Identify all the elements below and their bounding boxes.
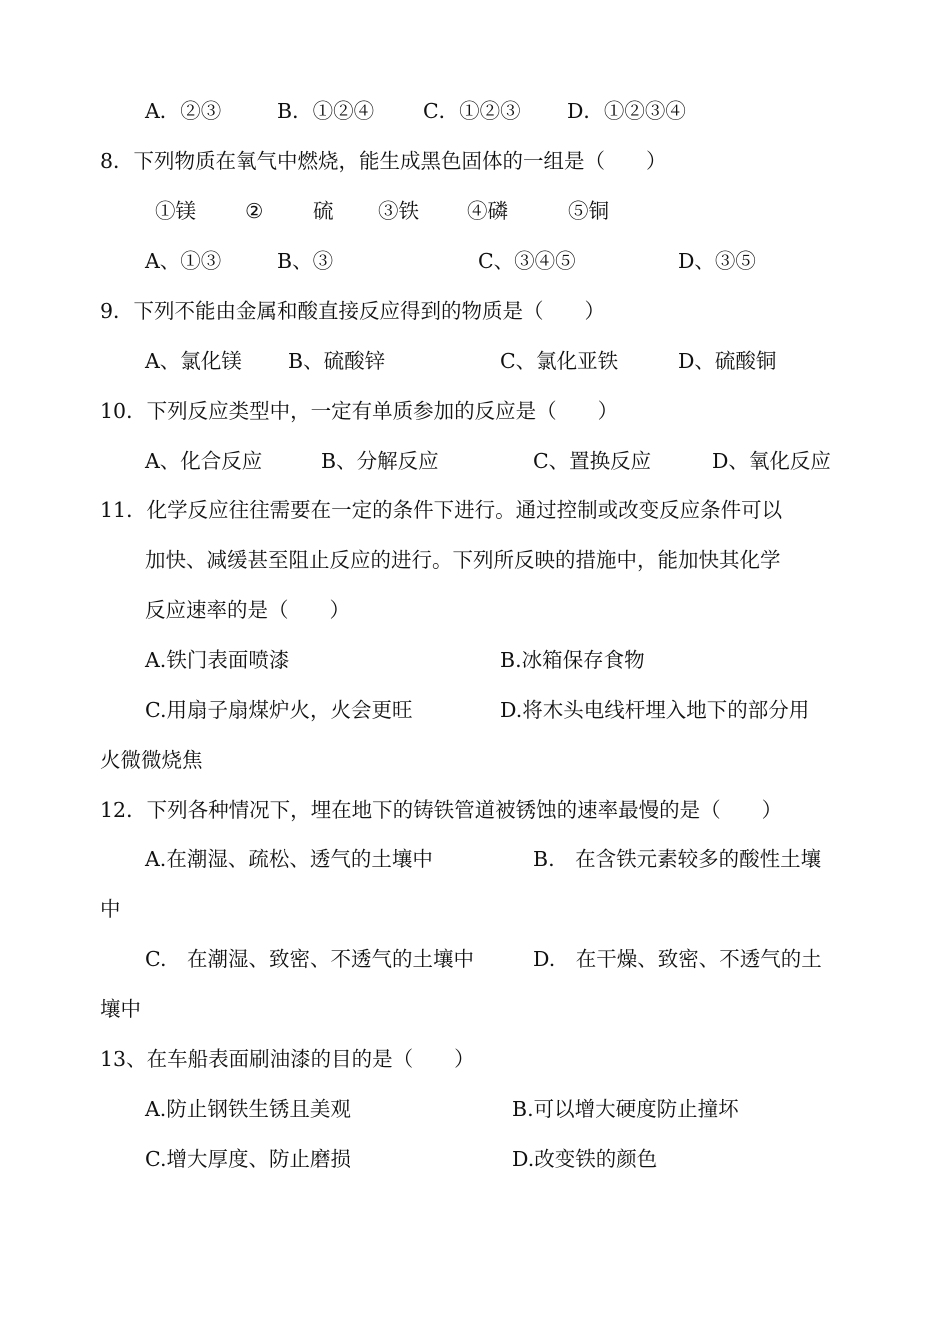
q12-option-d: D. 在干燥、致密、不透气的土: [533, 947, 822, 971]
q9-option-c: C、氯化亚铁: [500, 349, 619, 373]
q9-option-b: B、硫酸锌: [288, 349, 386, 373]
q8-item-5: ⑤铜: [568, 199, 609, 223]
q11-option-a: A.铁门表面喷漆: [145, 648, 290, 672]
q12-option-a: A.在潮湿、疏松、透气的土壤中: [145, 847, 433, 871]
q8-option-b: B、③: [277, 249, 334, 273]
q8-option-d: D、③⑤: [678, 249, 756, 273]
q11-option-c: C.用扇子扇煤炉火，火会更旺: [145, 698, 413, 722]
q8-stem: 8．下列物质在氧气中燃烧，能生成黑色固体的一组是（ ）: [100, 149, 667, 173]
q10-option-a: A、化合反应: [145, 449, 263, 473]
q8-item-2-name: 硫: [313, 199, 334, 223]
q9-stem: 9．下列不能由金属和酸直接反应得到的物质是（ ）: [100, 299, 606, 323]
q8-item-1: ①镁: [155, 199, 196, 223]
q12-option-b: B. 在含铁元素较多的酸性土壤: [533, 847, 822, 871]
q11-stem-line-1: 11．化学反应往往需要在一定的条件下进行。通过控制或改变反应条件可以: [100, 498, 783, 522]
q7-option-c: C．①②③: [423, 99, 521, 123]
q10-option-c: C、置换反应: [533, 449, 652, 473]
q13-option-c: C.增大厚度、防止磨损: [145, 1147, 351, 1171]
q11-stem-line-2: 加快、减缓甚至阻止反应的进行。下列所反映的措施中，能加快其化学: [145, 548, 781, 572]
q13-option-d: D.改变铁的颜色: [512, 1147, 658, 1171]
q8-item-3: ③铁: [378, 199, 419, 223]
q8-option-a: A、①③: [145, 249, 222, 273]
q13-option-b: B.可以增大硬度防止撞坏: [512, 1097, 739, 1121]
q12-option-c: C. 在潮湿、致密、不透气的土壤中: [145, 947, 474, 971]
q11-option-b: B.冰箱保存食物: [500, 648, 645, 672]
q11-option-d: D.将木头电线杆埋入地下的部分用: [500, 698, 810, 722]
q8-option-c: C、③④⑤: [478, 249, 576, 273]
q13-stem: 13、在车船表面刷油漆的目的是（ ）: [100, 1047, 475, 1071]
q11-stem-line-3: 反应速率的是（ ）: [145, 598, 350, 622]
q11-option-d-continued: 火微微烧焦: [100, 748, 203, 772]
q7-option-d: D．①②③④: [567, 99, 686, 123]
q12-stem: 12．下列各种情况下，埋在地下的铸铁管道被锈蚀的速率最慢的是（ ）: [100, 798, 783, 822]
q9-option-d: D、硫酸铜: [678, 349, 777, 373]
q12-option-b-continued: 中: [100, 897, 121, 921]
q7-option-b: B．①②④: [277, 99, 375, 123]
q8-item-4: ④磷: [467, 199, 508, 223]
q13-option-a: A.防止钢铁生锈且美观: [145, 1097, 351, 1121]
q10-option-b: B、分解反应: [321, 449, 439, 473]
q12-option-d-continued: 壤中: [100, 997, 141, 1021]
q10-stem: 10．下列反应类型中，一定有单质参加的反应是（ ）: [100, 399, 619, 423]
q7-option-a: A．②③: [145, 99, 222, 123]
q10-option-d: D、氧化反应: [712, 449, 831, 473]
q8-item-2: ②: [245, 199, 264, 223]
q9-option-a: A、氯化镁: [145, 349, 242, 373]
